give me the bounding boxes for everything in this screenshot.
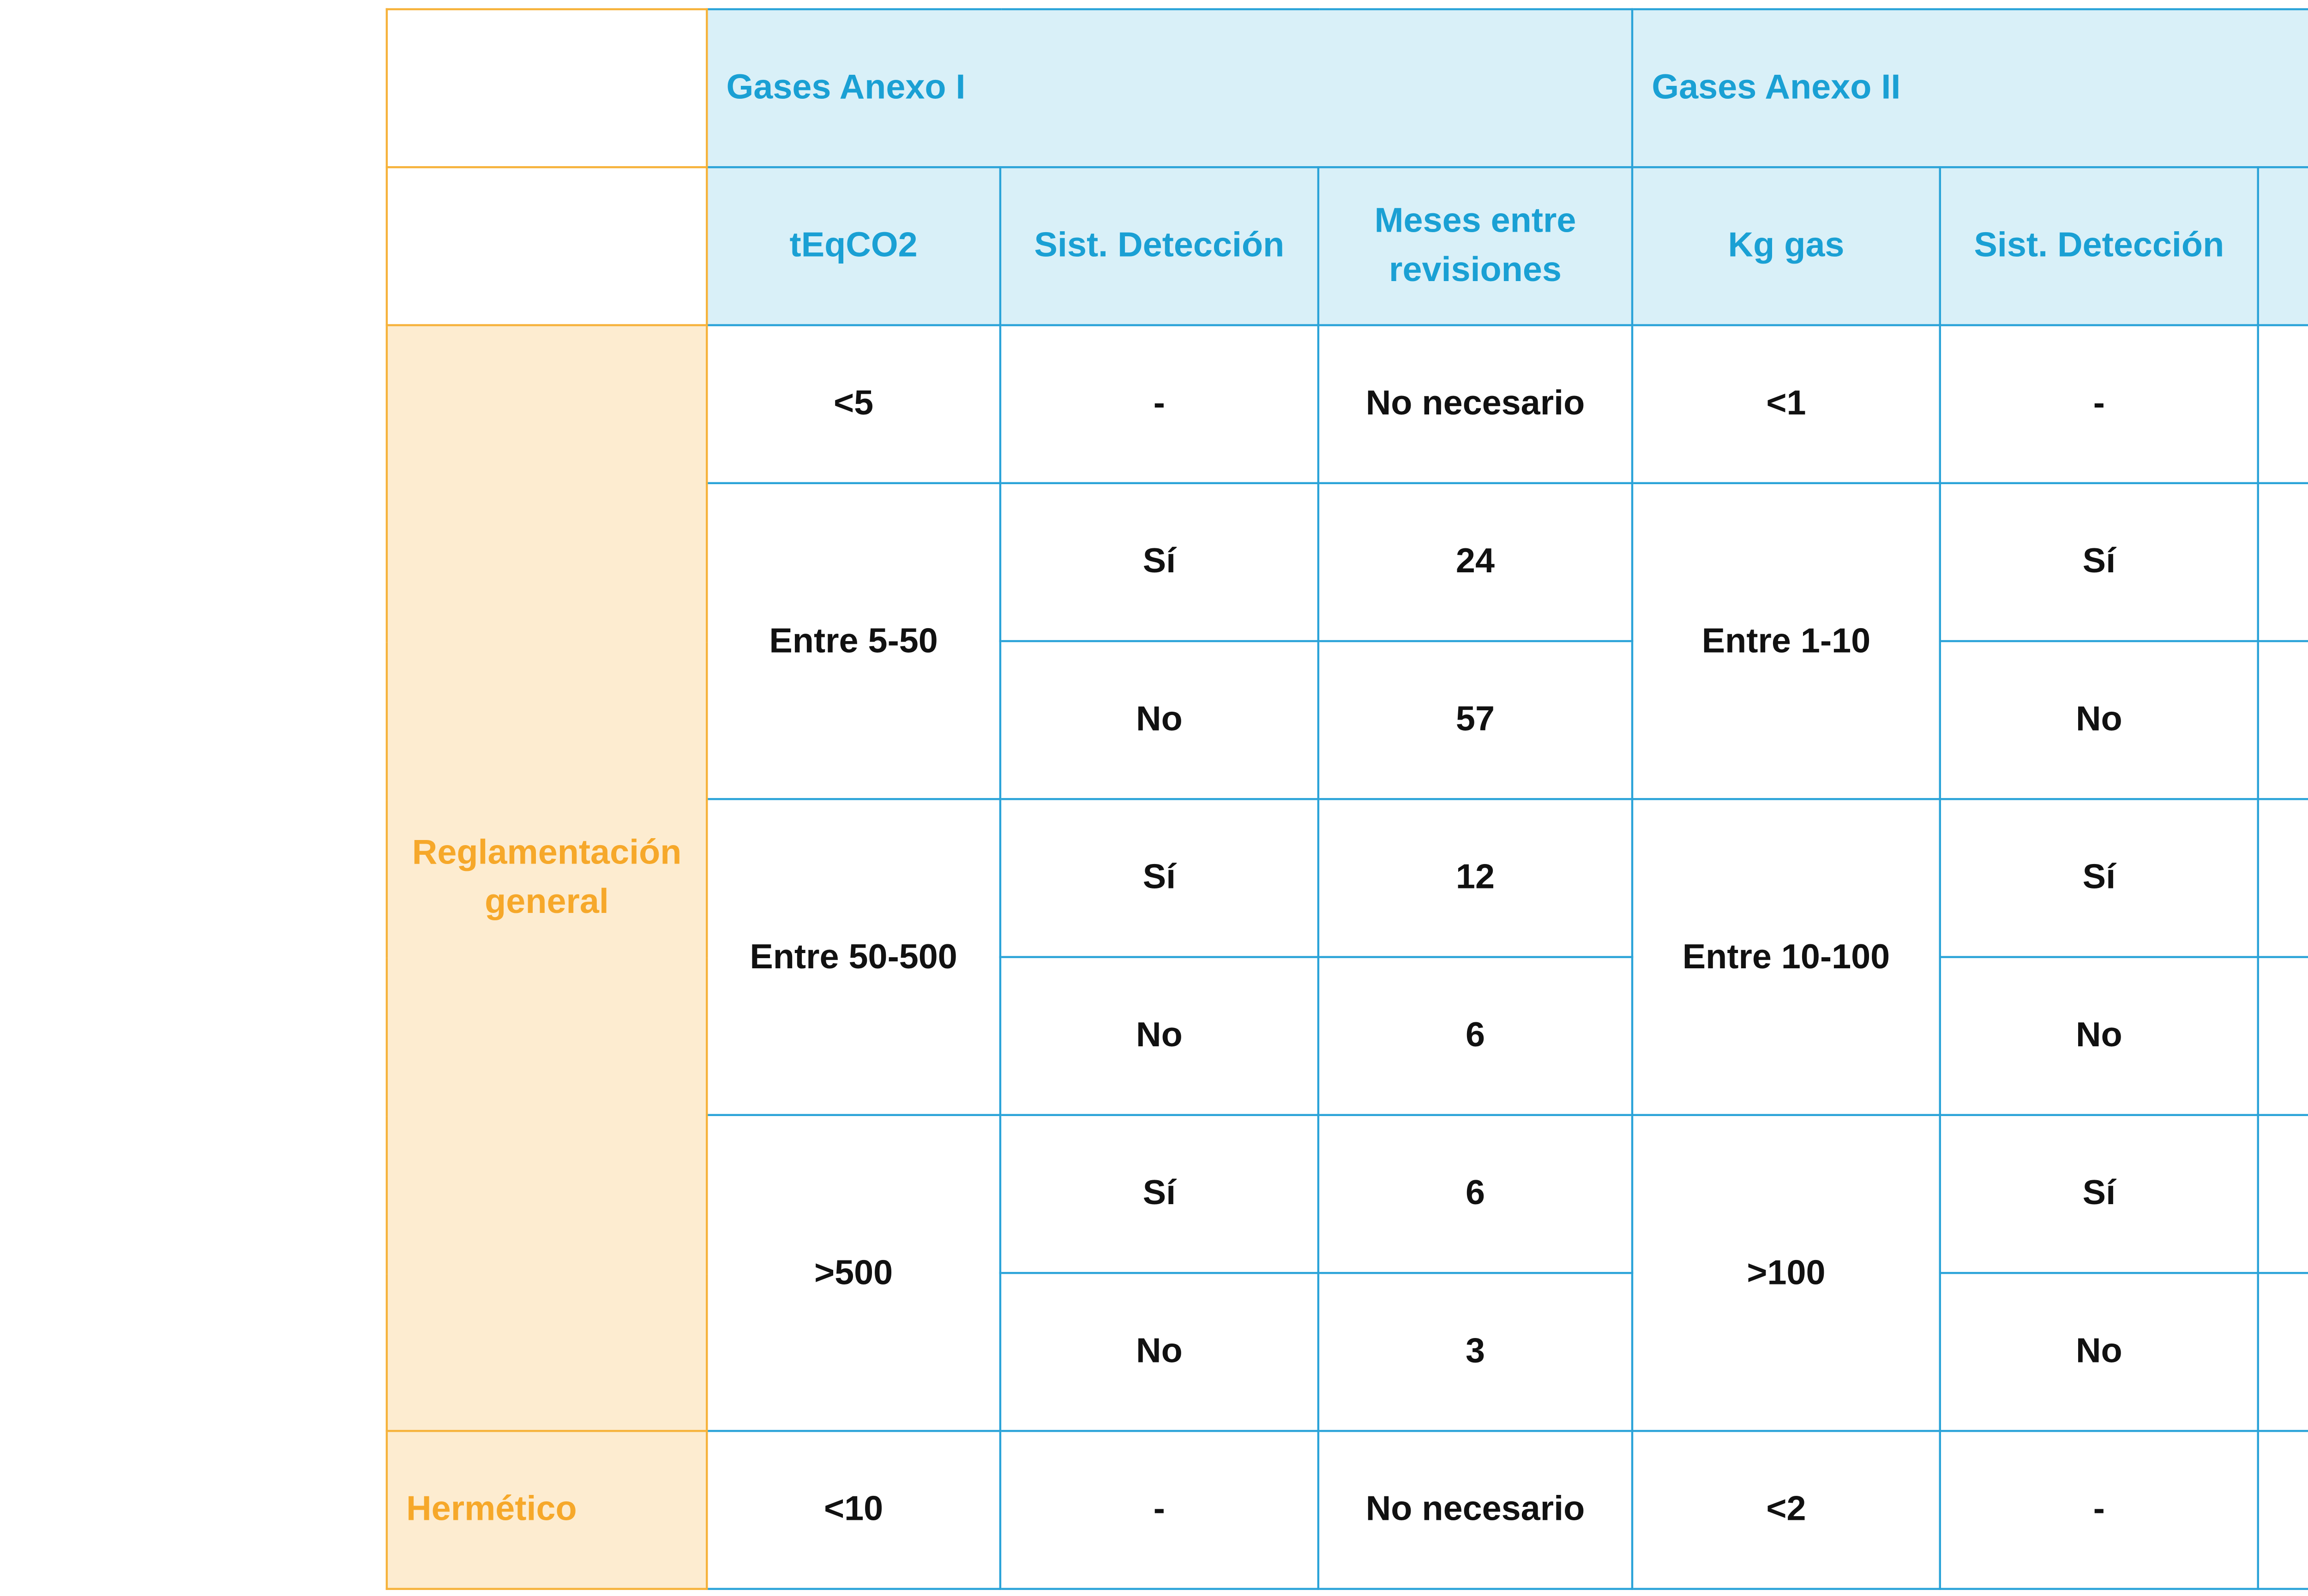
months-cell (2258, 641, 2308, 799)
range-cell: <1 (1632, 325, 1940, 483)
corner-cell (387, 167, 707, 325)
detection-cell: - (1000, 325, 1318, 483)
column-header-row (387, 167, 2308, 325)
detection-cell: No (1000, 641, 1318, 799)
detection-cell: No (1940, 641, 2258, 799)
range-cell: >100 (1632, 1115, 1940, 1431)
range-cell: <5 (707, 325, 1000, 483)
months-cell (2258, 1273, 2308, 1431)
detection-cell: Sí (1940, 1115, 2258, 1273)
column-header-months-annex2 (2258, 167, 2308, 325)
table-row (387, 325, 2308, 483)
detection-cell: Sí (1940, 799, 2258, 957)
detection-cell: Sí (1000, 1115, 1318, 1273)
detection-cell: Sí (1000, 799, 1318, 957)
detection-cell: - (1940, 1431, 2258, 1589)
detection-cell: No (1000, 957, 1318, 1115)
months-cell: 24 (1318, 483, 1632, 641)
months-cell: No necesario (1318, 325, 1632, 483)
months-cell: 6 (1318, 1115, 1632, 1273)
corner-cell (387, 9, 707, 167)
detection-cell: No (1940, 957, 2258, 1115)
column-header-detection-annex1: Sist. Detección (1000, 167, 1318, 325)
column-header-teqco2: tEqCO2 (707, 167, 1000, 325)
range-cell: Entre 50-500 (707, 799, 1000, 1115)
column-header-kg-gas: Kg gas (1632, 167, 1940, 325)
group-header-row (387, 9, 2308, 167)
range-cell: <10 (707, 1431, 1000, 1589)
group-annex1-header: Gases Anexo I (707, 9, 1632, 167)
range-cell: >500 (707, 1115, 1000, 1431)
detection-cell: No (1000, 1273, 1318, 1431)
detection-cell: - (1000, 1431, 1318, 1589)
months-cell (2258, 1431, 2308, 1589)
row-header-hermetic: Hermético (387, 1431, 707, 1589)
range-cell: Entre 10-100 (1632, 799, 1940, 1115)
months-cell: No necesario (1318, 1431, 1632, 1589)
table-row (387, 1431, 2308, 1589)
column-header-detection-annex2: Sist. Detección (1940, 167, 2258, 325)
months-cell: 12 (1318, 799, 1632, 957)
column-header-months-annex1: Meses entre revisiones (1318, 167, 1632, 325)
detection-cell: - (1940, 325, 2258, 483)
months-cell: 6 (1318, 957, 1632, 1115)
months-cell: 3 (1318, 1273, 1632, 1431)
months-cell: 57 (1318, 641, 1632, 799)
range-cell: Entre 5-50 (707, 483, 1000, 799)
detection-cell: Sí (1940, 483, 2258, 641)
detection-cell: No (1940, 1273, 2258, 1431)
inspection-frequency-table (386, 8, 2308, 1590)
group-annex2-header: Gases Anexo II (1632, 9, 2308, 167)
months-cell (2258, 325, 2308, 483)
months-cell (2258, 799, 2308, 957)
months-cell (2258, 1115, 2308, 1273)
detection-cell: Sí (1000, 483, 1318, 641)
months-cell (2258, 483, 2308, 641)
months-cell (2258, 957, 2308, 1115)
range-cell: <2 (1632, 1431, 1940, 1589)
row-header-general: Reglamentación general (387, 325, 707, 1431)
range-cell: Entre 1-10 (1632, 483, 1940, 799)
